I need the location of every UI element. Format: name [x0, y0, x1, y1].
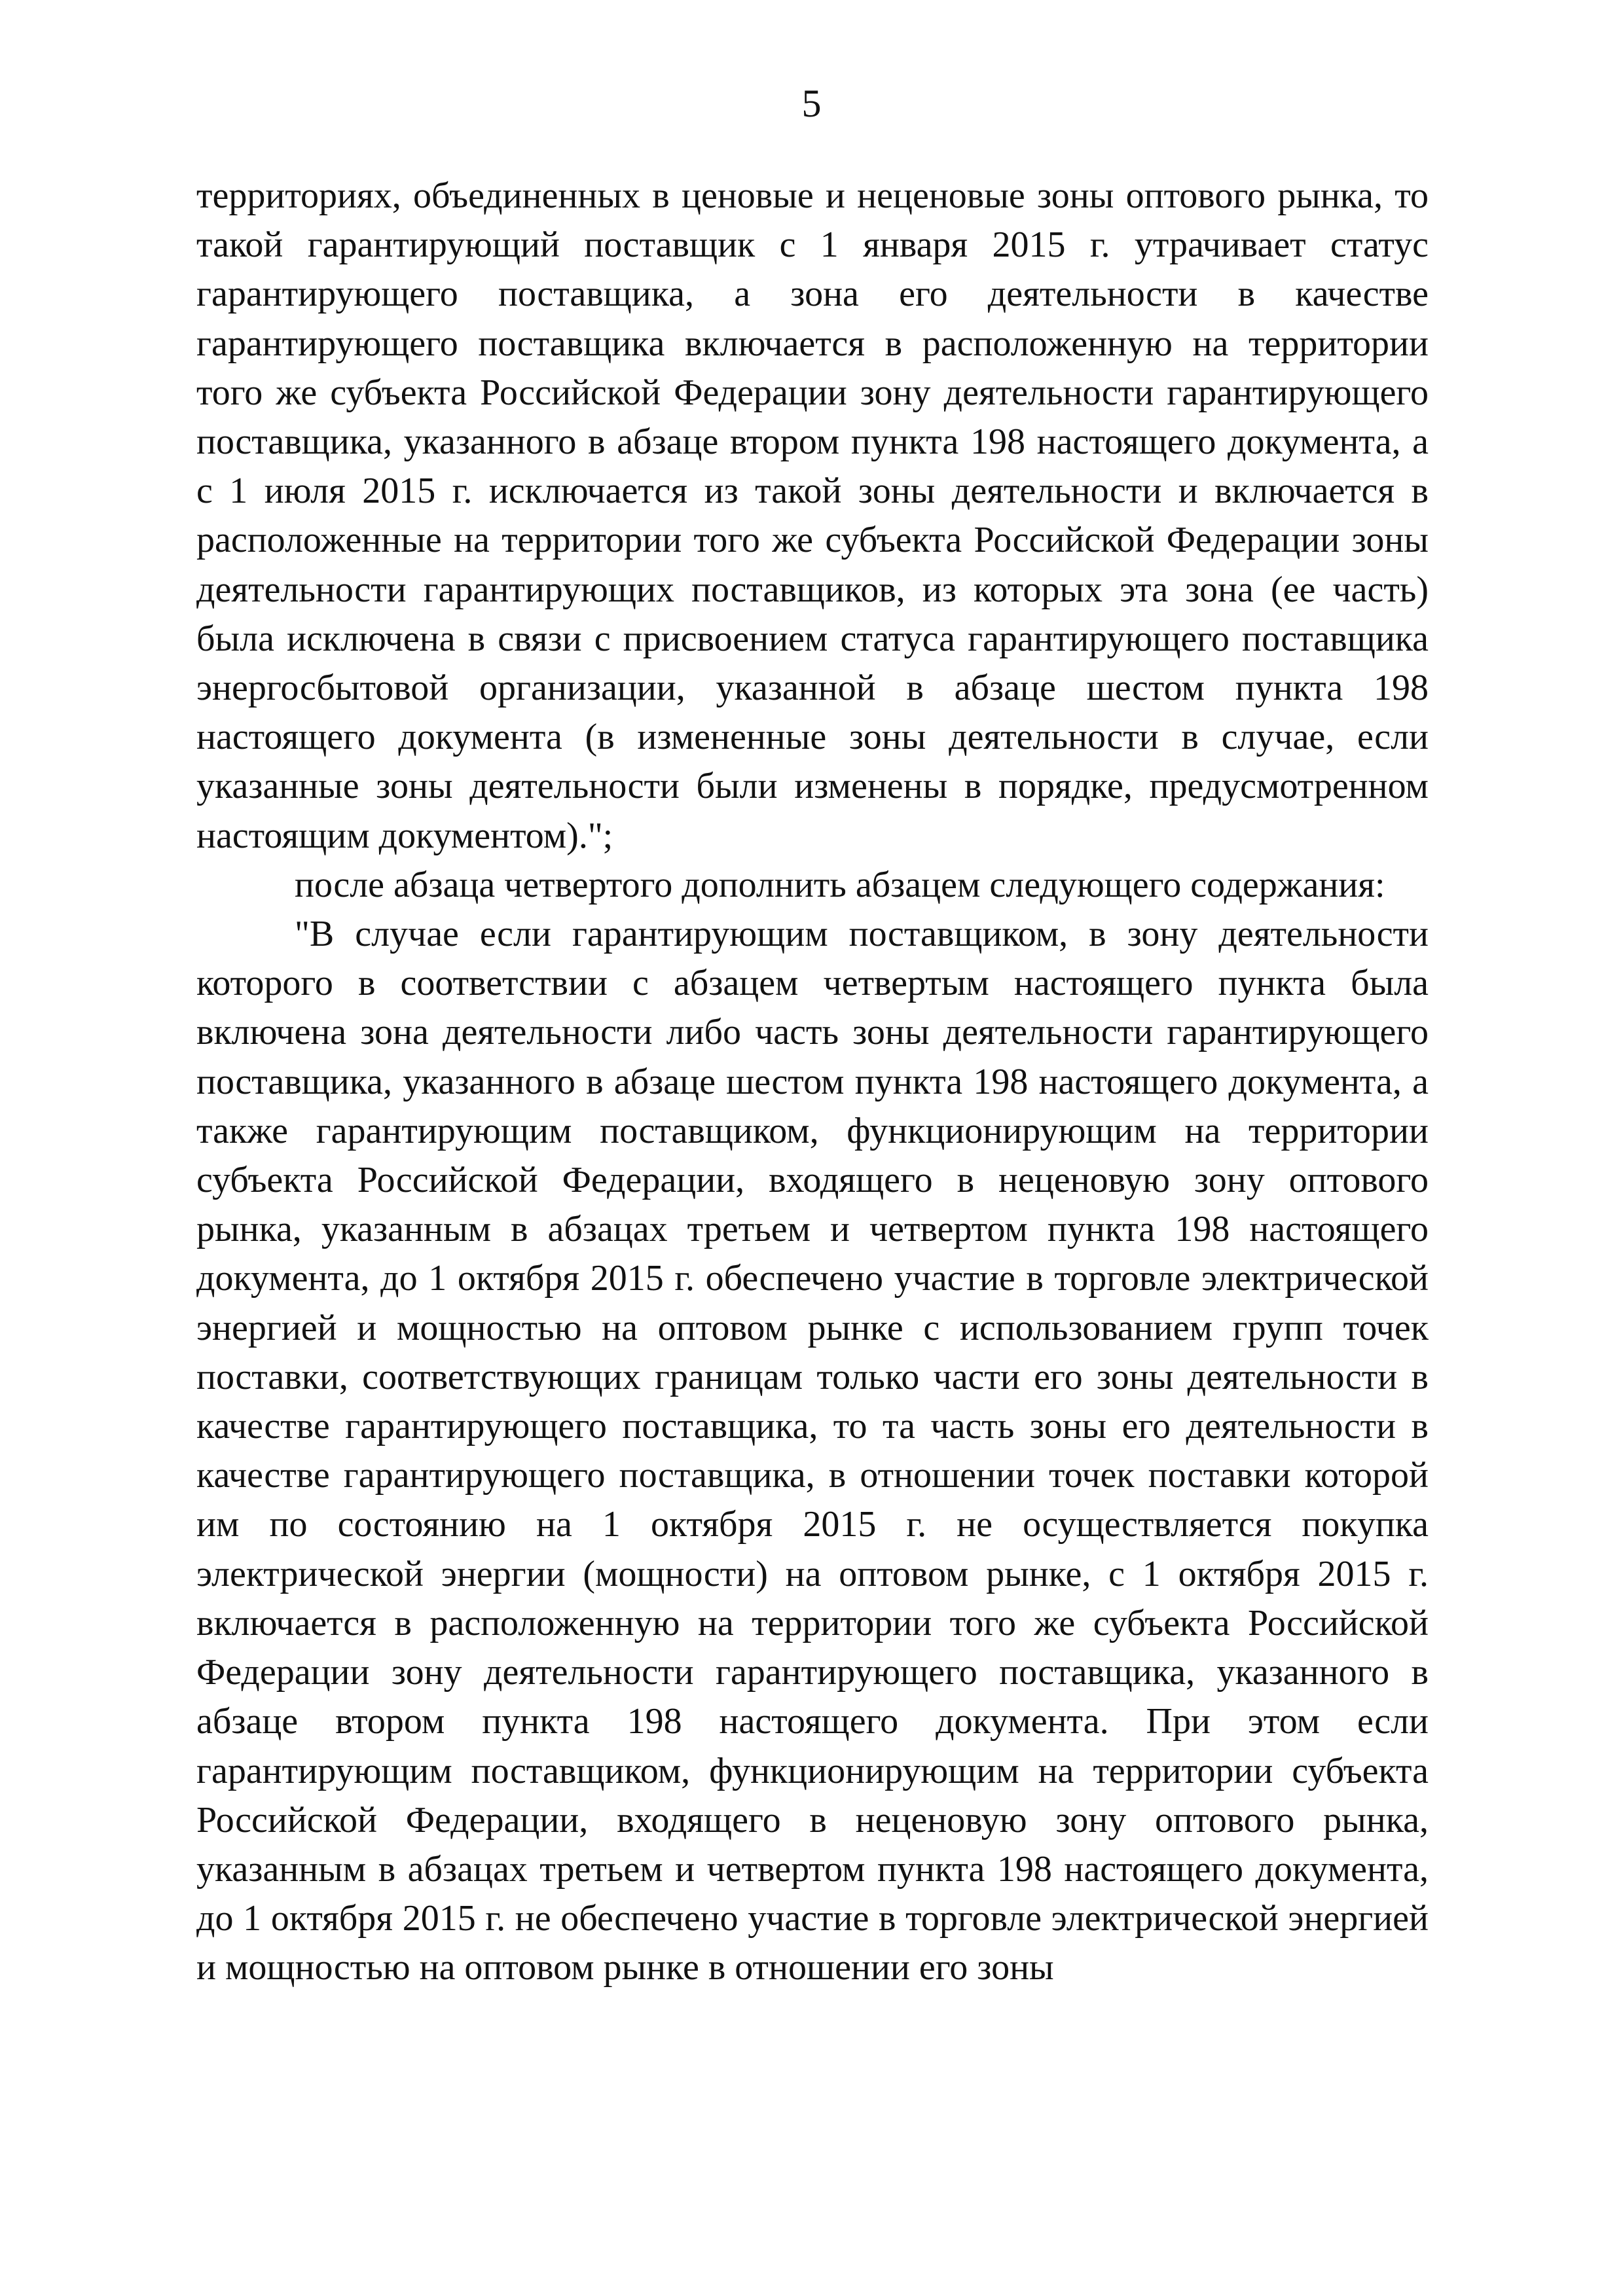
document-body — [196, 171, 1429, 1993]
page-number: 5 — [801, 82, 822, 125]
paragraph-new-text: "В случае если гарантирующим поставщиком, в зону деятельности которого в соответствии с абзацем четвертым настоящего пункта была включена зона деятельности либо часть зоны деятельности гарантирующего поставщика, указанного в абзаце шестом пункта 198 настоящего документа, а также гарантирующим поставщиком, функционирующим на территории субъекта Российской Федерации, входящего в неценовую зону оптового рынка, указанным в абзацах третьем и четвертом пункта 198 настоящего документа, до 1 октября 2015 г. обеспечено участие в торговле электрической энергией и мощностью на оптовом рынке с использованием групп точек поставки, соответствующих границам только части его зоны деятельности в качестве гарантирующего поставщика, то та часть зоны его деятельности в качестве гарантирующего поставщика, в отношении точек поставки которой им по состоянию на 1 октября 2015 г. не осуществляется покупка электрической энергии (мощности) на оптовом рынке, с 1 октября 2015 г. включается в расположенную на территории того же субъекта Российской Федерации зону деятельности гарантирующего поставщика, указанного в абзаце втором пункта 198 настоящего документа. При этом если гарантирующим поставщиком, функционирующим на территории субъекта Российской Федерации, входящего в неценовую зону оптового рынка, указанным в абзацах третьем и четвертом пункта 198 настоящего документа, до 1 октября 2015 г. не обеспечено участие в торговле электрической энергией и мощностью на оптовом рынке в отношении его зоны — [196, 914, 1429, 1988]
paragraph-continuation: территориях, объединенных в ценовые и неценовые зоны оптового рынка, то такой гарантирующий поставщик с 1 января 2015 г. утрачивает статус гарантирующего поставщика, а зона его деятельности в качестве гарантирующего поставщика включается в расположенную на территории того же субъекта Российской Федерации зону деятельности гарантирующего поставщика, указанного в абзаце втором пункта 198 настоящего документа, а с 1 июля 2015 г. исключается из такой зоны деятельности и включается в расположенные на территории того же субъекта Российской Федерации зоны деятельности гарантирующих поставщиков, из которых эта зона (ее часть) была исключена в связи с присвоением статуса гарантирующего поставщика энергосбытовой организации, указанной в абзаце шестом пункта 198 настоящего документа (в измененные зоны деятельности в случае, если указанные зоны деятельности были изменены в порядке, предусмотренном настоящим документом)."; — [196, 175, 1429, 856]
paragraph-instruction: после абзаца четвертого дополнить абзацем следующего содержания: — [295, 864, 1385, 905]
